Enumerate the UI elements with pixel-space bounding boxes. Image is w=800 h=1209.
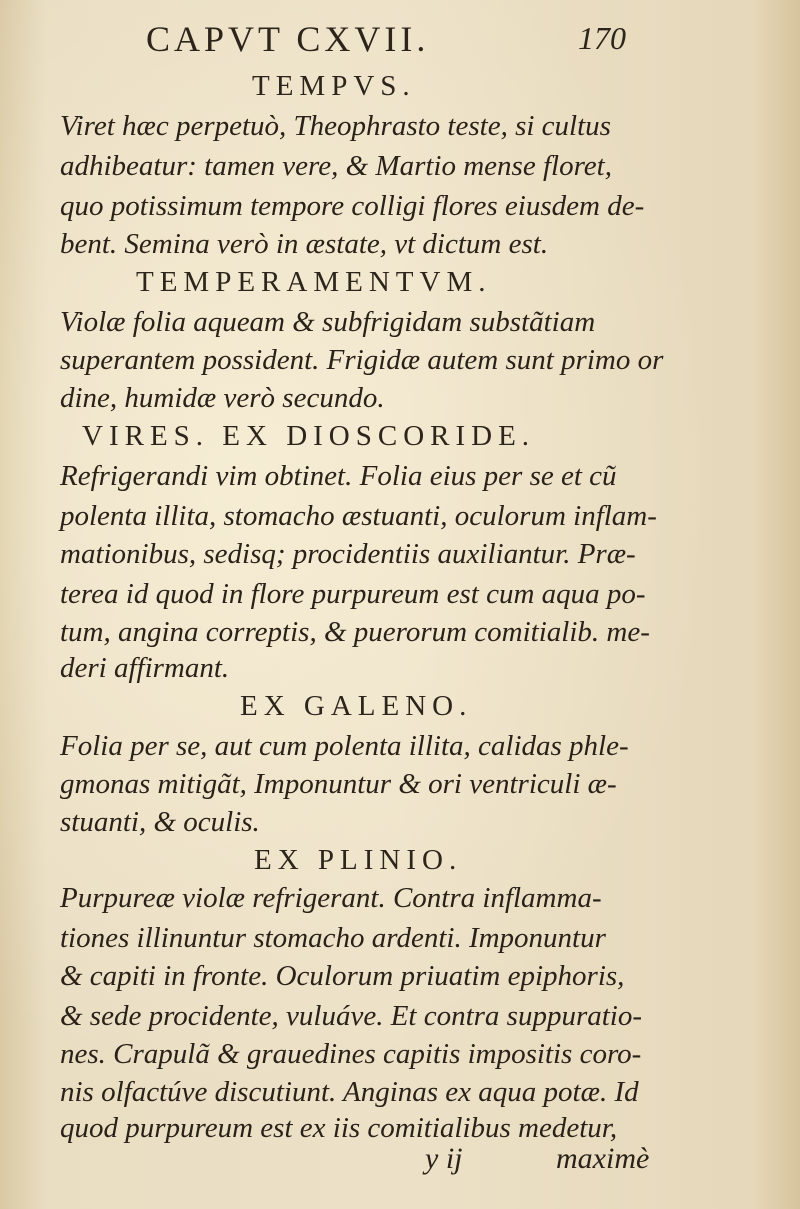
text-line: dine, humidæ verò secundo. [60, 382, 385, 414]
text-line: adhibeatur: tamen vere, & Martio mense floret, [60, 150, 612, 182]
text-line: quo potissimum tempore colligi flores eiusdem de- [60, 190, 645, 222]
text-line: mationibus, sedisq; procidentiis auxiliantur. Præ- [60, 538, 636, 570]
text-line: nes. Crapulã & grauedines capitis impositis coro- [60, 1038, 642, 1070]
text-line: polenta illita, stomacho æstuanti, oculorum inflam- [60, 500, 657, 532]
text-line: deri affirmant. [60, 652, 230, 684]
page-header [0, 14, 800, 64]
text-line: Folia per se, aut cum polenta illita, calidas phle- [60, 730, 629, 762]
signature-mark: y ij [425, 1142, 463, 1175]
text-line: gmonas mitigãt, Imponuntur & ori ventriculi æ- [60, 768, 617, 800]
catchword: maximè [556, 1142, 650, 1175]
text-line: tum, angina correptis, & puerorum comitialib. me- [60, 616, 650, 648]
text-line: quod purpureum est ex iis comitialibus medetur, [60, 1112, 618, 1144]
section-heading-galen: EX GALENO. [240, 690, 473, 722]
section-heading-dioscorides: VIRES. EX DIOSCORIDE. [82, 420, 536, 452]
text-line: tiones illinuntur stomacho ardenti. Imponuntur [60, 922, 606, 954]
text-line: Refrigerandi vim obtinet. Folia eius per se et cũ [60, 460, 617, 492]
section-heading-temperamentum: TEMPERAMENTVM. [136, 266, 492, 298]
section-heading-pliny: EX PLINIO. [254, 844, 463, 876]
page-number: 170 [578, 20, 626, 56]
running-head: CAPVT CXVII. [146, 19, 430, 59]
text-line: Viret hæc perpetuò, Theophrasto teste, si cultus [60, 110, 611, 142]
text-line: nis olfactúve discutiunt. Anginas ex aqua potæ. Id [60, 1076, 639, 1108]
text-line: & sede procidente, vuluáve. Et contra suppuratio- [60, 1000, 643, 1032]
text-line: Violæ folia aqueam & subfrigidam substãtiam [60, 306, 596, 338]
text-line: stuanti, & oculis. [60, 806, 260, 838]
text-line: bent. Semina verò in æstate, vt dictum est. [60, 228, 549, 260]
text-line: & capiti in fronte. Oculorum priuatim epiphoris, [60, 960, 625, 992]
text-line: terea id quod in flore purpureum est cum aqua po- [60, 578, 646, 610]
text-line: Purpureæ violæ refrigerant. Contra inflamma- [60, 882, 602, 914]
text-line: superantem possident. Frigidæ autem sunt primo or [60, 344, 664, 376]
section-heading-tempus: TEMPVS. [252, 70, 416, 102]
